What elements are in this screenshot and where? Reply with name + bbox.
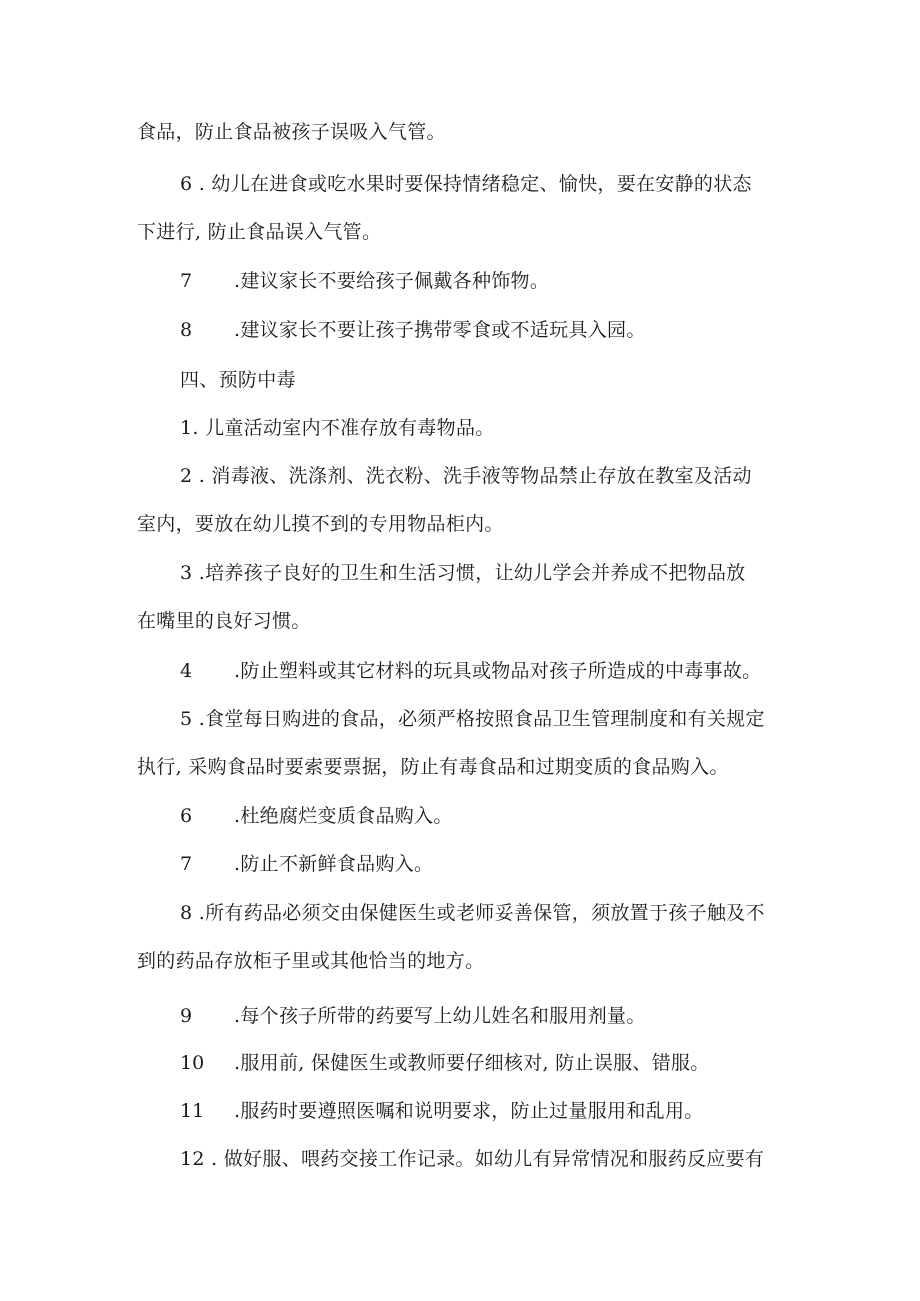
paragraph-line: 8 .所有药品必须交由保健医生或老师妥善保管，须放置于孩子触及不 bbox=[180, 902, 765, 924]
paragraph-line: .建议家长不要给孩子佩戴各种饰物。 bbox=[234, 270, 550, 292]
item-number: 7 bbox=[180, 270, 193, 292]
paragraph-line: .建议家长不要让孩子携带零食或不适玩具入园。 bbox=[234, 319, 646, 341]
paragraph-line: 在嘴里的良好习惯。 bbox=[137, 610, 311, 632]
paragraph-line: 1. 儿童活动室内不准存放有毒物品。 bbox=[180, 417, 495, 439]
section-heading: 四、预防中毒 bbox=[180, 369, 296, 391]
paragraph-line: .每个孩子所带的药要写上幼儿姓名和服用剂量。 bbox=[234, 1005, 646, 1027]
paragraph-line: 2 . 消毒液、洗涤剂、洗衣粉、洗手液等物品禁止存放在教室及活动 bbox=[180, 465, 752, 487]
paragraph-line: 室内，要放在幼儿摸不到的专用物品柜内。 bbox=[137, 513, 504, 535]
paragraph-line: 执行, 采购食品时要索要票据，防止有毒食品和过期变质的食品购入。 bbox=[137, 756, 729, 778]
paragraph-line: 6 . 幼儿在进食或吃水果时要保持情绪稳定、愉快，要在安静的状态 bbox=[180, 173, 752, 195]
paragraph-line: 12 . 做好服、喂药交接工作记录。如幼儿有异常情况和服药反应要有 bbox=[180, 1148, 765, 1170]
item-number: 6 bbox=[180, 805, 193, 827]
item-number: 8 bbox=[180, 319, 193, 341]
item-number: 4 bbox=[180, 660, 193, 682]
paragraph-line: .服药时要遵照医嘱和说明要求，防止过量服用和乱用。 bbox=[234, 1100, 704, 1122]
paragraph-line: .防止不新鲜食品购入。 bbox=[234, 853, 434, 875]
paragraph-line: .服用前, 保健医生或教师要仔细核对, 防止误服、错服。 bbox=[234, 1052, 710, 1074]
item-number: 10 bbox=[180, 1052, 205, 1074]
paragraph-line: 下进行, 防止食品误入气管。 bbox=[137, 221, 382, 243]
paragraph-line: .防止塑料或其它材料的玩具或物品对孩子所造成的中毒事故。 bbox=[234, 660, 762, 682]
paragraph-line: 3 .培养孩子良好的卫生和生活习惯，让幼儿学会并养成不把物品放 bbox=[180, 562, 746, 584]
item-number: 11 bbox=[180, 1100, 205, 1122]
item-number: 9 bbox=[180, 1005, 193, 1027]
paragraph-line: .杜绝腐烂变质食品购入。 bbox=[234, 805, 453, 827]
paragraph-line: 到的药品存放柜子里或其他恰当的地方。 bbox=[137, 950, 485, 972]
paragraph-line: 5 .食堂每日购进的食品，必须严格按照食品卫生管理制度和有关规定 bbox=[180, 708, 765, 730]
item-number: 7 bbox=[180, 853, 193, 875]
paragraph-line: 食品，防止食品被孩子误吸入气管。 bbox=[137, 121, 446, 143]
